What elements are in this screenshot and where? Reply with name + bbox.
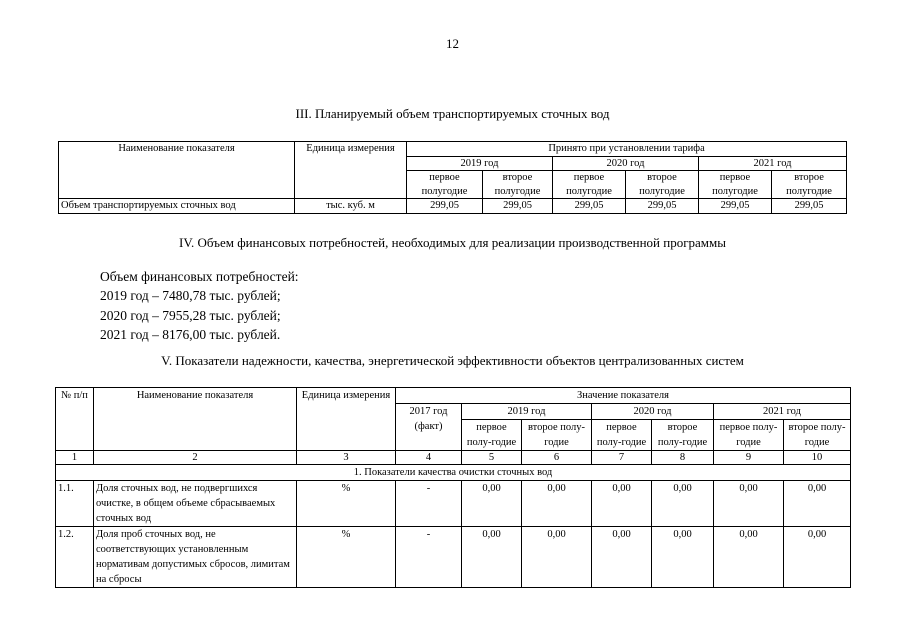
half-header: первое полугодие [553, 171, 626, 199]
column-number: 1 [56, 451, 94, 465]
row-name: Объем транспортируемых сточных вод [59, 199, 295, 214]
row-value: 0,00 [784, 481, 851, 527]
row-value: 0,00 [592, 481, 652, 527]
financial-line: 2019 год – 7480,78 тыс. рублей; [100, 288, 281, 304]
half-header: первое полу-годие [592, 420, 652, 451]
row-value: 299,05 [483, 199, 553, 214]
half-header: первое полу-годие [714, 420, 784, 451]
column-number: 8 [652, 451, 714, 465]
section-3-title: III. Планируемый объем транспортируемых сточных вод [295, 106, 610, 121]
transport-volume-table [58, 141, 847, 214]
row-value: 299,05 [626, 199, 699, 214]
row-value: 0,00 [714, 481, 784, 527]
row-value: 299,05 [407, 199, 483, 214]
indicators-table [55, 387, 851, 588]
financial-line: 2021 год – 8176,00 тыс. рублей. [100, 326, 281, 342]
row-name: Доля проб сточных вод, не соответствующих установленным нормативам допустимых сбросов, лимитам на сбросы [94, 527, 297, 588]
financial-line: Объем финансовых потребностей: [100, 269, 299, 284]
col-header-name: Наименование показателя [59, 142, 295, 199]
group-title: 1. Показатели качества очистки сточных вод [56, 465, 851, 481]
section-4-title: IV. Объем финансовых потребностей, необходимых для реализации производственной программы [179, 235, 726, 250]
year-header: 2020 год [553, 156, 699, 171]
column-number: 9 [714, 451, 784, 465]
half-header: второе полу-годие [652, 420, 714, 451]
half-header: первое полугодие [407, 171, 483, 199]
column-numbers-row [56, 451, 851, 465]
column-number: 3 [297, 451, 396, 465]
half-header: второе полугодие [483, 171, 553, 199]
column-number: 2 [94, 451, 297, 465]
page-number: 12 [446, 36, 459, 51]
financial-needs-block [100, 267, 299, 344]
row-value: 0,00 [522, 527, 592, 588]
row-value: 299,05 [553, 199, 626, 214]
half-header: второе полу-годие [784, 420, 851, 451]
half-header: второе полугодие [626, 171, 699, 199]
half-header: второе полу-годие [522, 420, 592, 451]
row-fact: - [396, 527, 462, 588]
row-value: 0,00 [784, 527, 851, 588]
year-header: 2020 год [592, 404, 714, 420]
table-row [56, 527, 851, 588]
half-header: второе полугодие [772, 171, 847, 199]
column-number: 5 [462, 451, 522, 465]
col-header-unit: Единица измерения [295, 142, 407, 199]
section-5-title: V. Показатели надежности, качества, энергетической эффективности объектов централизованных систем [161, 353, 744, 368]
row-value: 0,00 [522, 481, 592, 527]
row-unit: тыс. куб. м [295, 199, 407, 214]
row-unit: % [297, 481, 396, 527]
column-number: 6 [522, 451, 592, 465]
row-num: 1.2. [56, 527, 94, 588]
row-value: 0,00 [714, 527, 784, 588]
column-number: 10 [784, 451, 851, 465]
table-row [56, 481, 851, 527]
col-header-value: Значение показателя [396, 388, 851, 404]
col-header-name: Наименование показателя [94, 388, 297, 451]
row-value: 0,00 [462, 481, 522, 527]
table-row [59, 199, 847, 214]
year-header: 2019 год [407, 156, 553, 171]
column-number: 7 [592, 451, 652, 465]
row-name: Доля сточных вод, не подвергшихся очистке, в общем объеме сбрасываемых сточных вод [94, 481, 297, 527]
row-value: 299,05 [699, 199, 772, 214]
row-num: 1.1. [56, 481, 94, 527]
col-header-unit: Единица измерения [297, 388, 396, 451]
year-header: 2021 год [699, 156, 847, 171]
col-header-num: № п/п [56, 388, 94, 451]
row-value: 0,00 [592, 527, 652, 588]
year-header: 2021 год [714, 404, 851, 420]
row-value: 0,00 [652, 481, 714, 527]
row-value: 0,00 [462, 527, 522, 588]
financial-line: 2020 год – 7955,28 тыс. рублей; [100, 307, 281, 323]
row-value: 0,00 [652, 527, 714, 588]
half-header: первое полугодие [699, 171, 772, 199]
year-header: 2019 год [462, 404, 592, 420]
row-unit: % [297, 527, 396, 588]
row-fact: - [396, 481, 462, 527]
col-header-accepted: Принято при установлении тарифа [407, 142, 847, 157]
column-number: 4 [396, 451, 462, 465]
half-header: первое полу-годие [462, 420, 522, 451]
row-value: 299,05 [772, 199, 847, 214]
col-header-2017: 2017 год (факт) [396, 404, 462, 451]
